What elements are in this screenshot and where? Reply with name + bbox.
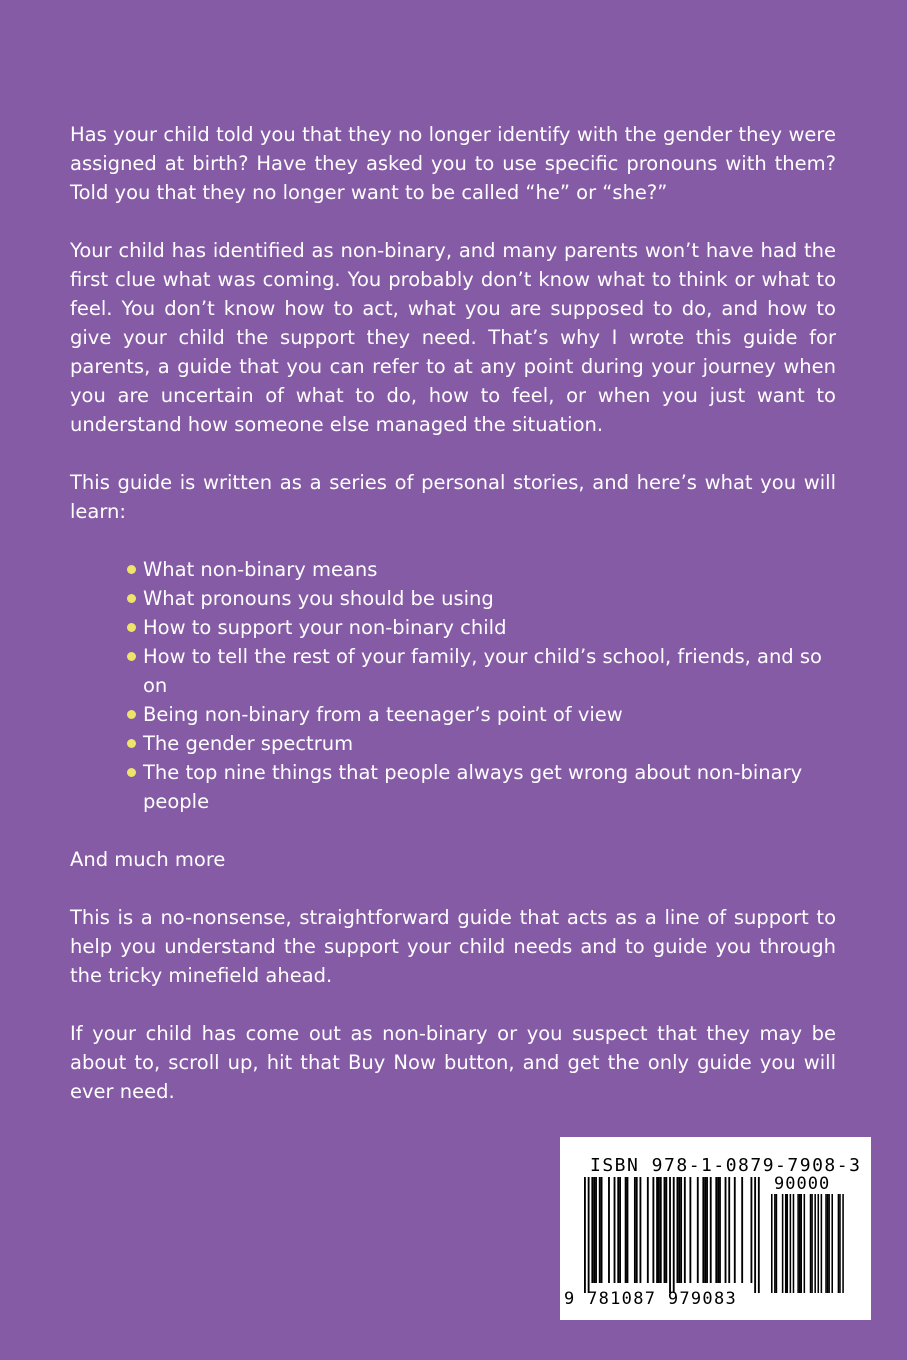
barcode-bar: [584, 1177, 586, 1293]
barcode-bar: [719, 1177, 721, 1283]
addon-bar: [811, 1194, 813, 1293]
bullet-icon: [127, 652, 136, 661]
barcode-bar: [751, 1177, 753, 1283]
addon-bar: [790, 1194, 792, 1293]
barcode-bar: [647, 1177, 649, 1283]
barcode-bar: [636, 1177, 638, 1283]
barcode-bars: [584, 1177, 768, 1293]
list-item: The top nine things that people always get wrong about non-binary people: [127, 758, 836, 816]
addon-bar: [810, 1194, 812, 1293]
addon-bar: [821, 1194, 823, 1293]
bullet-icon: [127, 768, 136, 777]
addon-bar: [782, 1194, 784, 1293]
barcode-bar: [717, 1177, 719, 1283]
barcode-bar: [715, 1177, 717, 1283]
addon-bar: [785, 1194, 787, 1293]
list-item: What non-binary means: [127, 555, 836, 584]
addon-bar: [831, 1194, 833, 1293]
call-to-action-paragraph: If your child has come out as non-binary or you suspect that they may be about to, scroll up, hit that Buy Now button, and get the only guide you will ever need.: [70, 1022, 836, 1103]
list-item: How to tell the rest of your family, your child’s school, friends, and so on: [127, 642, 836, 700]
addon-bar: [818, 1194, 820, 1293]
barcode-bar: [617, 1177, 619, 1283]
barcode-bar: [664, 1177, 666, 1283]
back-cover-blurb: [70, 120, 836, 1135]
barcode-bar: [669, 1177, 671, 1293]
barcode-bar: [665, 1177, 667, 1283]
barcode-bar: [614, 1177, 616, 1283]
barcode-bar: [684, 1177, 686, 1283]
barcode-bar: [658, 1177, 660, 1283]
barcode-bar: [728, 1177, 730, 1283]
barcode-bar: [599, 1177, 601, 1283]
learning-list: [70, 555, 836, 816]
addon-bar: [828, 1194, 830, 1293]
barcode-number: 9 781087 979083: [564, 1289, 738, 1309]
bullet-icon: [127, 710, 136, 719]
support-paragraph: This is a no-nonsense, straightforward guide that acts as a line of support to help you understand the support your child needs and to guide you through the tricky minefield ahead.: [70, 906, 836, 987]
addon-bar: [814, 1194, 816, 1293]
barcode-bar: [593, 1177, 595, 1283]
barcode-bar: [710, 1177, 712, 1283]
barcode-bar: [619, 1177, 621, 1283]
barcode-bar: [656, 1177, 658, 1283]
list-item: How to support your non-binary child: [127, 613, 836, 642]
addon-bar: [842, 1194, 844, 1293]
isbn-barcode: [560, 1137, 871, 1320]
addon-bar: [776, 1194, 778, 1293]
barcode-bar: [758, 1177, 760, 1293]
bullet-icon: [127, 565, 136, 574]
addon-bar: [774, 1194, 776, 1293]
description-paragraph: Your child has identified as non-binary, and many parents won’t have had the first clue what was coming. You probably don’t know what to think or what to feel. You don’t know how to act, what you are supposed to do, and how to give your child the support they need. That’s why I wrote this guide for parents, a guide that you can refer to at any point during your journey when you are uncertain of what to do, how to feel, or when you just want to understand how someone else managed the situation.: [70, 239, 836, 436]
barcode-bar: [706, 1177, 708, 1283]
addon-bar: [797, 1194, 799, 1293]
isbn-label: ISBN 978-1-0879-7908-3: [590, 1155, 862, 1176]
learn-intro-paragraph: This guide is written as a series of personal stories, and here’s what you will learn:: [70, 471, 836, 523]
price-code: 90000: [774, 1174, 831, 1194]
barcode-bar: [680, 1177, 682, 1283]
barcode-bar: [588, 1177, 590, 1293]
barcode-bar: [608, 1177, 610, 1283]
addon-bar: [804, 1194, 806, 1293]
bullet-icon: [127, 739, 136, 748]
price-addon-bars: [771, 1194, 845, 1293]
barcode-bar: [734, 1177, 736, 1283]
addon-bar: [838, 1194, 840, 1293]
bullet-icon: [127, 594, 136, 603]
addon-bar: [771, 1194, 773, 1293]
list-item: What pronouns you should be using: [127, 584, 836, 613]
barcode-bar: [595, 1177, 597, 1283]
addon-bar: [825, 1194, 827, 1293]
barcode-bar: [634, 1177, 636, 1283]
barcode-bar: [591, 1177, 593, 1283]
barcode-bar: [660, 1177, 662, 1283]
addon-bar: [800, 1194, 802, 1293]
barcode-bar: [652, 1177, 654, 1283]
addon-bar: [799, 1194, 801, 1293]
barcode-bar: [704, 1177, 706, 1283]
addon-bar: [839, 1194, 841, 1293]
much-more-line: And much more: [70, 848, 226, 871]
intro-paragraph: Has your child told you that they no longer identify with the gender they were assigned at birth? Have they asked you to use specific pronouns with them? Told you that they no longer want to be called “he” or “she?”: [70, 123, 836, 204]
barcode-bar: [640, 1177, 642, 1283]
barcode-bar: [754, 1177, 756, 1293]
barcode-bar: [678, 1177, 680, 1283]
barcode-bar: [725, 1177, 727, 1283]
list-item: The gender spectrum: [127, 729, 836, 758]
barcode-bar: [689, 1177, 691, 1283]
barcode-bar: [677, 1177, 679, 1283]
addon-bar: [827, 1194, 829, 1293]
list-item: Being non-binary from a teenager’s point of view: [127, 700, 836, 729]
barcode-bar: [601, 1177, 603, 1283]
barcode-bar: [625, 1177, 627, 1283]
barcode-bar: [627, 1177, 629, 1283]
barcode-bar: [702, 1177, 704, 1283]
barcode-bar: [673, 1177, 675, 1293]
barcode-bar: [741, 1177, 743, 1283]
addon-bar: [787, 1194, 789, 1293]
barcode-bar: [697, 1177, 699, 1283]
bullet-icon: [127, 623, 136, 632]
addon-bar: [793, 1194, 795, 1293]
